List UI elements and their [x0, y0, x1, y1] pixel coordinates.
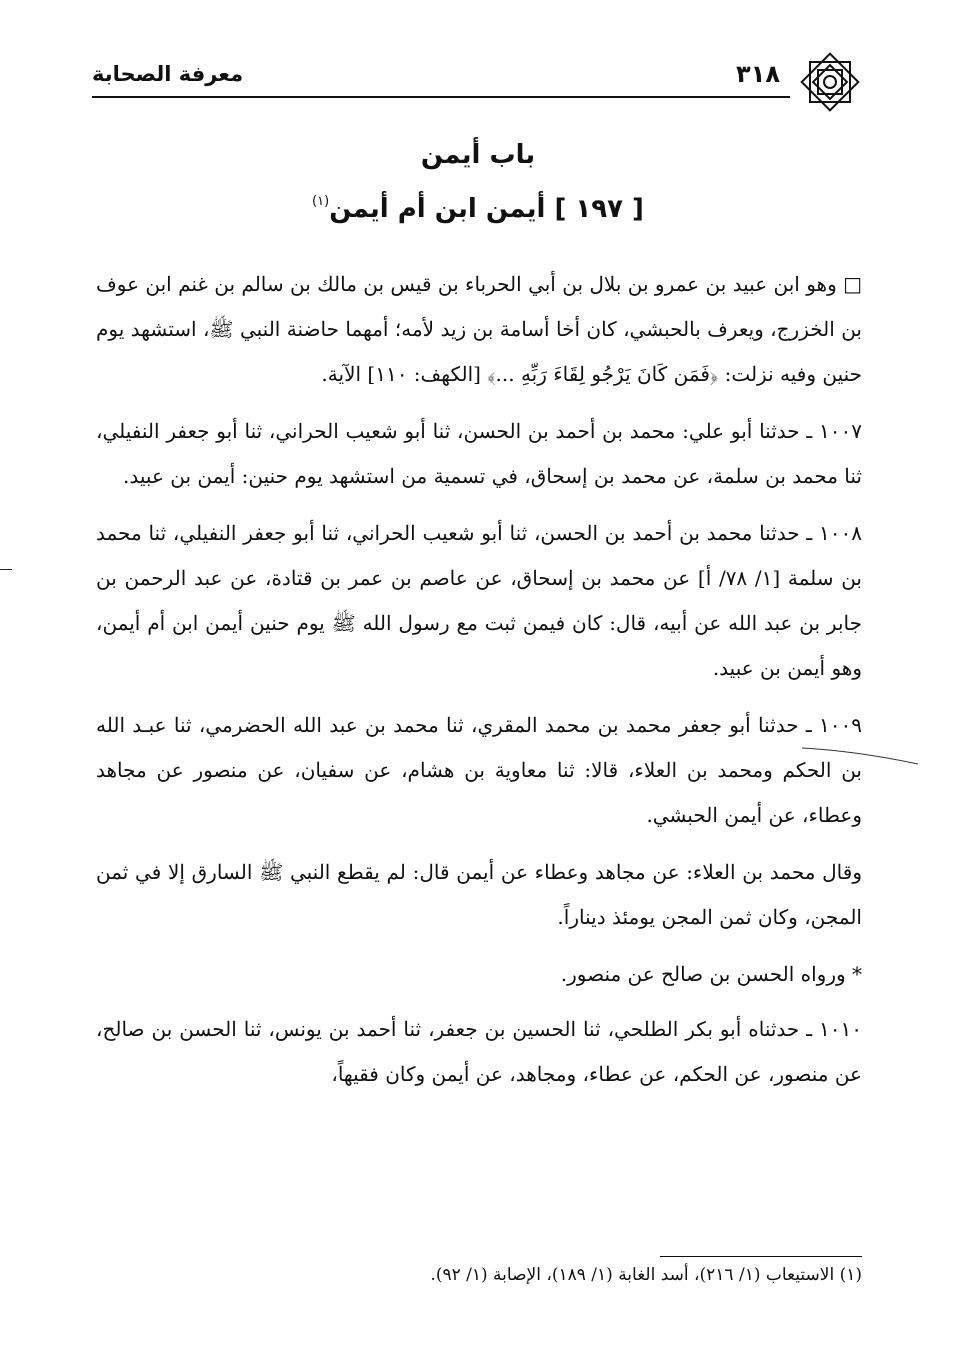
entry-number: [ ١٩٧ ]: [554, 194, 644, 224]
book-title: معرفة الصحابة: [92, 62, 244, 86]
hadith-1007: ١٠٠٧ ـ حدثنا أبو علي: محمد بن أحمد بن الحسن، ثنا أبو شعيب الحراني، ثنا أبو جعفر النفيلي، ثنا محمد بن سلمة، عن محمد بن إسحاق، في تسمية من استشهد يوم حنين: أيمن بن عبيد.: [96, 419, 862, 488]
header-rule: [92, 96, 790, 98]
page-header: [92, 48, 864, 112]
hadith-1010: ١٠١٠ ـ حدثناه أبو بكر الطلحي، ثنا الحسين بن جعفر، ثنا أحمد بن يونس، ثنا الحسن بن صالح، عن منصور، عن الحكم، عن عطاء، ومجاهد، عن أيمن وكان فقيهاً،: [96, 1017, 862, 1086]
pen-stroke-mark: [800, 744, 920, 768]
footnote-reference: (١): [312, 194, 330, 209]
entry-title: [92, 194, 864, 224]
footnote-rule: [660, 1256, 862, 1257]
page-body: [96, 262, 862, 1109]
footnote: (١) الاستيعاب (١/ ٢١٦)، أسد الغابة (١/ ١٨٩)، الإصابة (١/ ٩٢).: [430, 1265, 862, 1285]
chapter-title: باب أيمن: [420, 140, 536, 170]
star-ornament-icon: [796, 48, 864, 116]
chain-note: * ورواه الحسن بن صالح عن منصور.: [560, 962, 862, 986]
margin-mark: [0, 569, 12, 570]
hadith-1009: ١٠٠٩ ـ حدثنا أبو جعفر محمد بن محمد المقري، ثنا محمد بن عبد الله الحضرمي، ثنا عبـد الله بن الحكم ومحمد بن العلاء، قالا: ثنا معاوية بن هشام، عن سفيان، عن منصور عن مجاهد وعطاء، عن أيمن الحبشي.: [96, 713, 863, 827]
hadith-1008: ١٠٠٨ ـ حدثنا محمد بن أحمد بن الحسن، ثنا أبو شعيب الحراني، ثنا أبو جعفر النفيلي، ثنا محمد بن سلمة [١/ ٧٨/ أ] عن محمد بن إسحاق، عن عاصم بن عمر بن قتادة، عن عبد الرحمن بن جابر بن عبد الله عن أبيه، قال: كان فيمن ثبت مع رسول الله ﷺ يوم حنين أيمن ابن أم أيمن، وهو أيمن بن عبيد.: [96, 521, 863, 680]
page-number: ٣١٨: [736, 60, 780, 88]
entry-name: أيمن ابن أم أيمن: [329, 194, 546, 224]
intro-paragraph: □ وهو ابن عبيد بن عمرو بن بلال بن أبي الحرباء بن قيس بن مالك بن سالم بن غنم ابن عوف بن الخزرج، ويعرف بالحبشي، كان أخا أسامة بن زيد لأمه؛ أمهما حاضنة النبي ﷺ، استشهد يوم حنين وفيه نزلت: ﴿فَمَن كَانَ يَرْجُو لِقَاءَ رَبِّهِ ...﴾ [الكهف: ١١٠] الآية.: [96, 272, 862, 386]
narration-note: وقال محمد بن العلاء: عن مجاهد وعطاء عن أيمن قال: لم يقطع النبي ﷺ السارق إلا في ثمن المجن، وكان ثمن المجن يومئذ ديناراً.: [96, 860, 862, 929]
